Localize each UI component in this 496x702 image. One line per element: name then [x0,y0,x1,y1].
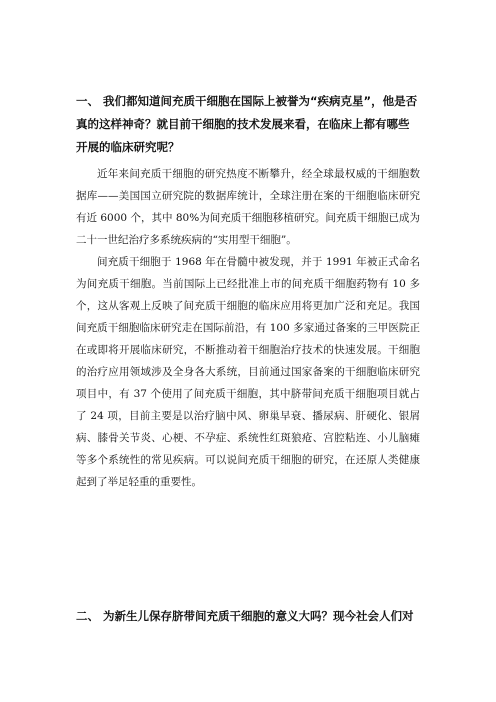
section-1-paragraph-1: 近年来间充质干细胞的研究热度不断攀升，经全球最权威的干细胞数据库——美国国立研究院的数据库统计，全球注册在案的干细胞临床研究有近 6000 个，其中 80%为间充质干细胞移植研究。间充质干细胞已成为二十一世纪治疗多系统疾病的“实用型干细胞”。 [76,168,420,246]
section-1-paragraph-2: 间充质干细胞于 1968 年在骨髓中被发现，并于 1991 年被正式命名为间充质干细胞。当前国际上已经批准上市的间充质干细胞药物有 10 多个，这从客观上反映了间充质干细胞的临床应用将更加广泛和充足。我国间充质干细胞临床研究走在国际前沿，有 100 多家通过备案的三甲医院正在或即将开展临床研究，不断推动着干细胞治疗技术的快速发展。干细胞的治疗应用领域涉及全身各大系统，目前通过国家备案的干细胞临床研究项目中，有 37 个使用了间充质干细胞，其中脐带间充质干细胞项目就占了 24 项，目前主要是以治疗脑中风、卵巢早衰、播尿病、肝硬化、银屑病、膝骨关节炎、心梗、不孕症、系统性红斑狼疮、宫腔粘连、小儿脑瘫等多个系统性的常见疾病。可以说间充质干细胞的研究，在还原人类健康起到了举足轻重的重要性。 [76,256,420,488]
section-1-heading: 一、 我们都知道间充质干细胞在国际上被誉为“疾病克星”，他是否真的这样神奇？就目前干细胞的技术发展来看，在临床上都有哪些开展的临床研究呢？ [76,94,418,154]
section-2-heading: 二、 为新生儿保存脐带间充质干细胞的意义大吗？现今社会人们对 [76,609,414,623]
